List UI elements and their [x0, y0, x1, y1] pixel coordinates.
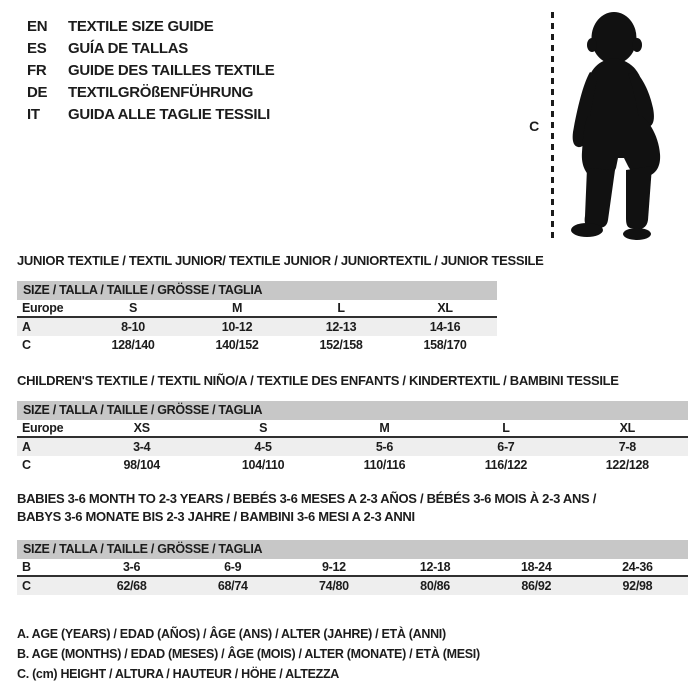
row-label: C [22, 338, 31, 352]
column-header: M [231, 301, 243, 315]
table-cell: 8-10 [121, 320, 145, 334]
footnote-b: B. AGE (MONTHS) / EDAD (MESES) / ÂGE (MOIS) / ALTER (MONATE) / ETÀ (MESI) [17, 647, 480, 661]
table-row [17, 438, 688, 456]
language-title: GUÍA DE TALLAS [68, 40, 188, 57]
list-item [27, 16, 274, 38]
table-row [17, 559, 688, 577]
table-cell: 128/140 [111, 338, 155, 352]
language-code: DE [27, 84, 48, 101]
row-label: C [22, 458, 31, 472]
junior-size-table [17, 281, 497, 354]
table-cell: 110/116 [363, 458, 406, 472]
table-row [17, 456, 688, 474]
list-item [27, 38, 274, 60]
children-section-title: CHILDREN'S TEXTILE / TEXTIL NIÑO/A / TEXTILE DES ENFANTS / KINDERTEXTIL / BAMBINI TESSILE [17, 373, 619, 388]
table-cell: 122/128 [605, 458, 649, 472]
table-row [17, 577, 688, 595]
babies-title-line-2: BABYS 3-6 MONATE BIS 2-3 JAHRE / BAMBINI 3-6 MESI A 2-3 ANNI [17, 509, 415, 524]
footnote-a: A. AGE (YEARS) / EDAD (AÑOS) / ÂGE (ANS) / ALTER (JAHRE) / ETÀ (ANNI) [17, 627, 446, 641]
table-cell: 3-6 [122, 560, 141, 574]
column-header: S [259, 421, 268, 435]
footnotes [17, 624, 480, 684]
table-cell: 24-36 [622, 560, 653, 574]
table-cell: 152/158 [319, 338, 363, 352]
column-header: Europe [22, 421, 64, 435]
language-code: IT [27, 106, 40, 123]
language-title: TEXTILGRÖßENFÜHRUNG [68, 84, 254, 101]
children-size-table [17, 401, 688, 474]
column-header: L [337, 301, 345, 315]
table-cell: 92/98 [622, 579, 653, 593]
language-code: ES [27, 40, 47, 57]
footnote-c: C. (cm) HEIGHT / ALTURA / HAUTEUR / HÖHE / ALTEZZA [17, 667, 340, 681]
language-code: EN [27, 18, 48, 35]
table-header-row [17, 300, 497, 318]
table-cell: 18-24 [521, 560, 552, 574]
table-cell: 80/86 [420, 579, 450, 593]
table-cell: 12-18 [419, 560, 451, 574]
baby-silhouette-icon [560, 8, 665, 241]
table-row [17, 336, 497, 354]
table-cell: 74/80 [319, 579, 349, 593]
table-cell: 14-16 [429, 320, 461, 334]
table-cell: 7-8 [618, 440, 636, 454]
row-label: C [22, 579, 31, 593]
table-cell: 12-13 [325, 320, 357, 334]
table-cell: 98/104 [123, 458, 160, 472]
table-header-row [17, 420, 688, 438]
table-cell: 158/170 [423, 338, 467, 352]
table-cell: 3-4 [133, 440, 151, 454]
babies-title-line-1: BABIES 3-6 MONTH TO 2-3 YEARS / BEBÉS 3-6 MESES A 2-3 AÑOS / BÉBÉS 3-6 MOIS À 2-3 ANS / [17, 491, 597, 506]
table-cell: 104/110 [241, 458, 285, 472]
language-title-list [27, 16, 274, 126]
column-header: S [128, 301, 138, 315]
size-bar: SIZE / TALLA / TAILLE / GRÖSSE / TAGLIA [17, 281, 497, 300]
table-cell: 5-6 [375, 440, 394, 454]
height-measure-dashed-line [551, 12, 554, 243]
language-title: TEXTILE SIZE GUIDE [68, 18, 214, 35]
table-cell: 62/68 [116, 579, 147, 593]
table-cell: 10-12 [221, 320, 253, 334]
size-bar: SIZE / TALLA / TAILLE / GRÖSSE / TAGLIA [17, 540, 688, 559]
row-label: A [22, 440, 31, 454]
size-bar: SIZE / TALLA / TAILLE / GRÖSSE / TAGLIA [17, 401, 688, 420]
babies-section-title [17, 490, 596, 526]
table-cell: 140/152 [215, 338, 259, 352]
language-title: GUIDA ALLE TAGLIE TESSILI [68, 106, 270, 123]
row-label: A [22, 320, 31, 334]
table-cell: 4-5 [254, 440, 272, 454]
language-code: FR [27, 62, 47, 79]
column-header: XS [133, 421, 150, 435]
junior-section-title: JUNIOR TEXTILE / TEXTIL JUNIOR/ TEXTILE JUNIOR / JUNIORTEXTIL / JUNIOR TESSILE [17, 253, 544, 268]
list-item [27, 60, 274, 82]
table-cell: 116/122 [484, 458, 528, 472]
list-item [27, 82, 274, 104]
column-header: XL [619, 421, 635, 435]
table-row [17, 318, 497, 336]
language-title: GUIDE DES TAILLES TEXTILE [68, 62, 275, 79]
column-header: Europe [22, 301, 64, 315]
table-cell: 6-9 [224, 560, 242, 574]
row-label: B [22, 560, 31, 574]
babies-size-table [17, 540, 688, 595]
column-header: XL [437, 301, 453, 315]
height-measure-label: C [529, 118, 539, 134]
table-cell: 68/74 [217, 579, 248, 593]
table-cell: 9-12 [321, 560, 346, 574]
table-cell: 6-7 [497, 440, 515, 454]
list-item [27, 104, 274, 126]
column-header: L [502, 421, 510, 435]
column-header: M [379, 421, 390, 435]
table-cell: 86/92 [521, 579, 552, 593]
